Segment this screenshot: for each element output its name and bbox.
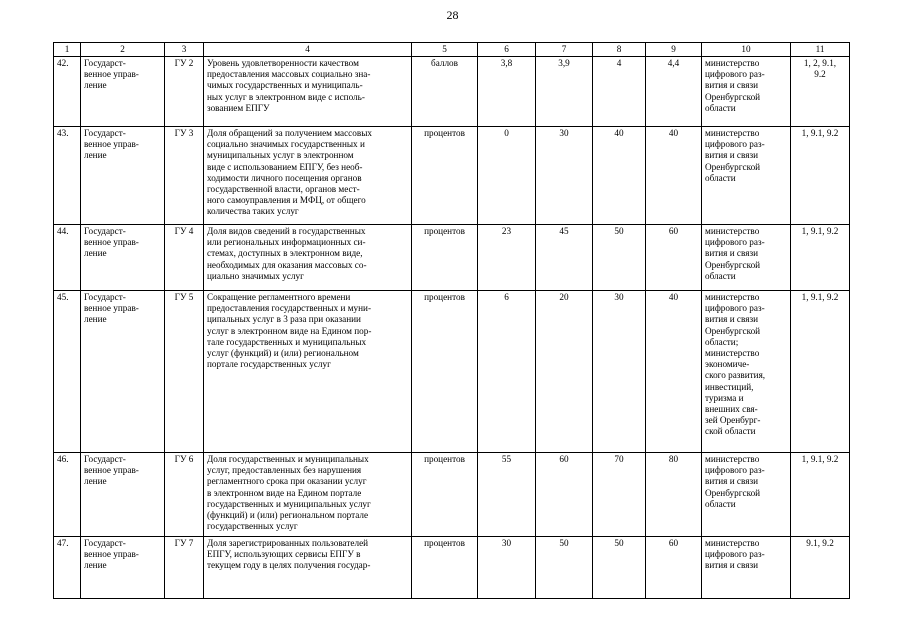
unit-cell: процентов <box>412 225 478 291</box>
value-cell: 4 <box>593 57 646 127</box>
value-cell: 50 <box>593 537 646 599</box>
responsible-cell: министерство цифрового раз- вития и связи <box>702 537 791 599</box>
area-cell: Государст- венное управ- ление <box>81 537 165 599</box>
column-header: 9 <box>646 43 702 57</box>
table-row <box>54 225 850 291</box>
table-row <box>54 453 850 537</box>
column-header: 10 <box>702 43 791 57</box>
indicator-cell: Сокращение регламентного времени предоставления государственных и муни- ципальных услуг в 3 раза при оказании услуг в электронном виде на Едином пор- тале государственных и муниципальных услуг (функций) и (или) региональном портале государственных услуг <box>204 291 412 453</box>
code-cell: ГУ 7 <box>165 537 204 599</box>
table-header-row <box>54 43 850 57</box>
page-number: 28 <box>446 8 459 22</box>
unit-cell: процентов <box>412 453 478 537</box>
unit-cell: процентов <box>412 291 478 453</box>
value-cell: 20 <box>536 291 593 453</box>
indicator-cell: Уровень удовлетворенности качеством предоставления массовых социально зна- чимых государственных и муниципаль- ных услуг в электронном виде с исполь- зованием ЕПГУ <box>204 57 412 127</box>
value-cell: 45 <box>536 225 593 291</box>
table-row <box>54 127 850 225</box>
indicator-cell: Доля обращений за получением массовых социально значимых государственных и муниципальных услуг в электронном виде с использованием ЕПГУ, без необ- ходимости личного посещения органов государственной власти, органов мест- ного самоуправления и МФЦ, от общего количества таких услуг <box>204 127 412 225</box>
value-cell: 55 <box>478 453 536 537</box>
reference-cell: 1, 9.1, 9.2 <box>791 127 850 225</box>
reference-cell: 1, 9.1, 9.2 <box>791 225 850 291</box>
reference-cell: 1, 9.1, 9.2 <box>791 291 850 453</box>
value-cell: 3,8 <box>478 57 536 127</box>
column-header: 6 <box>478 43 536 57</box>
value-cell: 30 <box>593 291 646 453</box>
value-cell: 70 <box>593 453 646 537</box>
code-cell: ГУ 3 <box>165 127 204 225</box>
value-cell: 40 <box>646 291 702 453</box>
table-row <box>54 291 850 453</box>
table-row <box>54 57 850 127</box>
column-header: 3 <box>165 43 204 57</box>
area-cell: Государст- венное управ- ление <box>81 127 165 225</box>
row-number: 42. <box>54 57 81 127</box>
value-cell: 60 <box>646 537 702 599</box>
value-cell: 80 <box>646 453 702 537</box>
reference-cell: 1, 9.1, 9.2 <box>791 453 850 537</box>
value-cell: 60 <box>646 225 702 291</box>
value-cell: 50 <box>536 537 593 599</box>
column-header: 8 <box>593 43 646 57</box>
code-cell: ГУ 2 <box>165 57 204 127</box>
value-cell: 30 <box>536 127 593 225</box>
value-cell: 6 <box>478 291 536 453</box>
code-cell: ГУ 4 <box>165 225 204 291</box>
column-header: 7 <box>536 43 593 57</box>
row-number: 47. <box>54 537 81 599</box>
unit-cell: баллов <box>412 57 478 127</box>
indicator-cell: Доля видов сведений в государственных или региональных информационных си- стемах, доступных в электронном виде, необходимых для оказания массовых со- циально значимых услуг <box>204 225 412 291</box>
area-cell: Государст- венное управ- ление <box>81 225 165 291</box>
row-number: 46. <box>54 453 81 537</box>
area-cell: Государст- венное управ- ление <box>81 57 165 127</box>
value-cell: 3,9 <box>536 57 593 127</box>
responsible-cell: министерство цифрового раз- вития и связи Оренбургской области; министерство экономиче- ского развития, инвестиций, туризма и внешних свя- зей Оренбург- ской области <box>702 291 791 453</box>
code-cell: ГУ 6 <box>165 453 204 537</box>
value-cell: 40 <box>593 127 646 225</box>
row-number: 45. <box>54 291 81 453</box>
responsible-cell: министерство цифрового раз- вития и связи Оренбургской области <box>702 225 791 291</box>
value-cell: 50 <box>593 225 646 291</box>
indicator-cell: Доля зарегистрированных пользователей ЕПГУ, использующих сервисы ЕПГУ в текущем году в целях получения государ- <box>204 537 412 599</box>
row-number: 43. <box>54 127 81 225</box>
column-header: 2 <box>81 43 165 57</box>
column-header: 1 <box>54 43 81 57</box>
unit-cell: процентов <box>412 537 478 599</box>
value-cell: 30 <box>478 537 536 599</box>
value-cell: 0 <box>478 127 536 225</box>
unit-cell: процентов <box>412 127 478 225</box>
responsible-cell: министерство цифрового раз- вития и связи Оренбургской области <box>702 453 791 537</box>
value-cell: 4,4 <box>646 57 702 127</box>
table-row <box>54 537 850 599</box>
column-header: 5 <box>412 43 478 57</box>
value-cell: 40 <box>646 127 702 225</box>
value-cell: 23 <box>478 225 536 291</box>
reference-cell: 1, 2, 9.1, 9.2 <box>791 57 850 127</box>
row-number: 44. <box>54 225 81 291</box>
responsible-cell: министерство цифрового раз- вития и связи Оренбургской области <box>702 127 791 225</box>
indicator-table <box>53 42 850 599</box>
indicator-cell: Доля государственных и муниципальных услуг, предоставленных без нарушения регламентного срока при оказании услуг в электронном виде на Едином портале государственных и муниципальных услуг (функций) и (или) региональном портале государственных услуг <box>204 453 412 537</box>
reference-cell: 9.1, 9.2 <box>791 537 850 599</box>
code-cell: ГУ 5 <box>165 291 204 453</box>
value-cell: 60 <box>536 453 593 537</box>
responsible-cell: министерство цифрового раз- вития и связи Оренбургской области <box>702 57 791 127</box>
area-cell: Государст- венное управ- ление <box>81 453 165 537</box>
column-header: 4 <box>204 43 412 57</box>
area-cell: Государст- венное управ- ление <box>81 291 165 453</box>
column-header: 11 <box>791 43 850 57</box>
